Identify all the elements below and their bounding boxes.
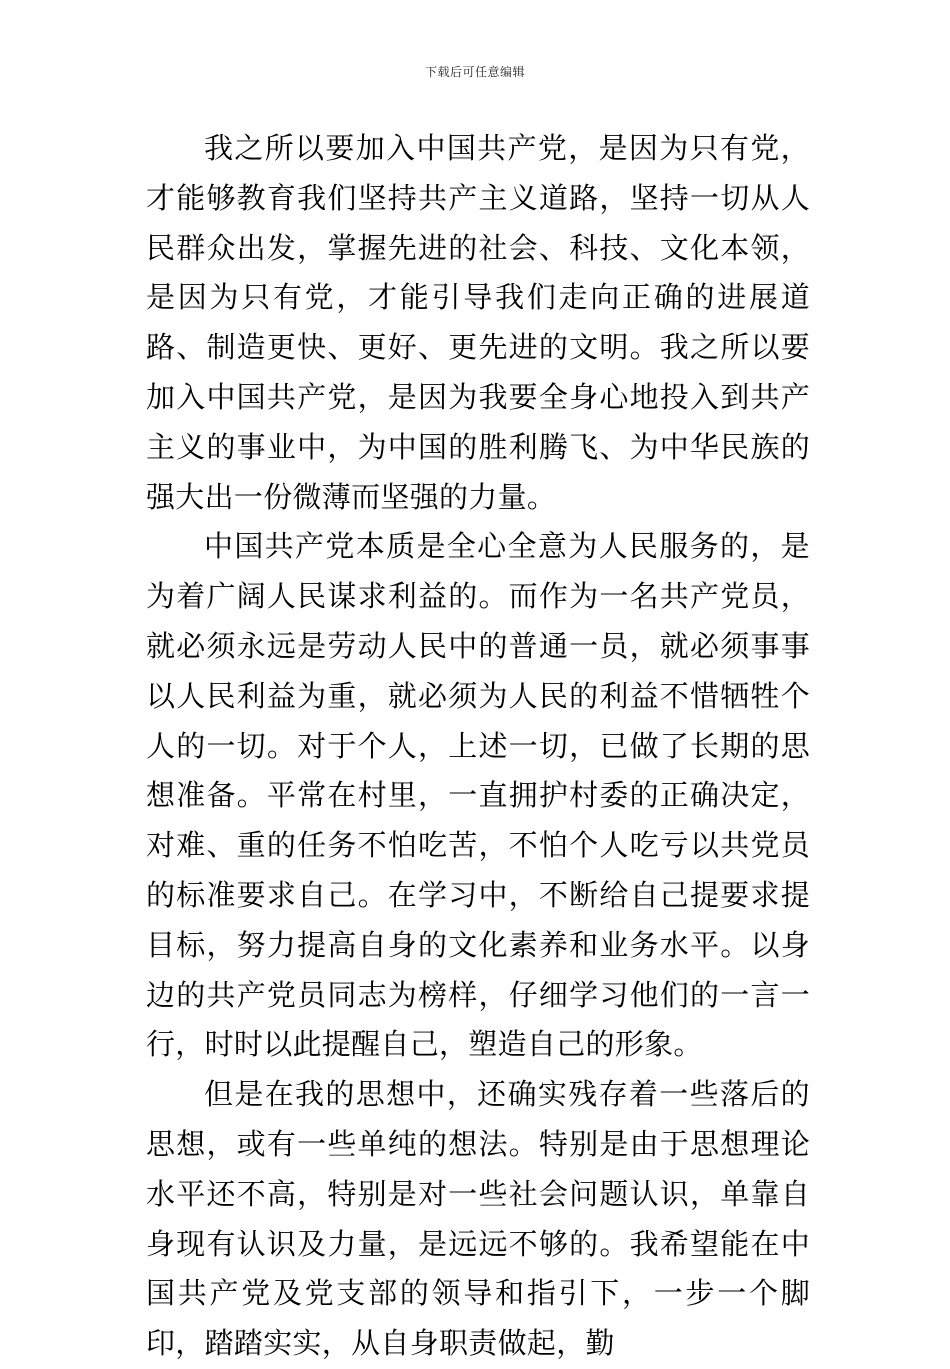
page-header: 下载后可任意编辑 [424, 65, 525, 79]
paragraph-3: 但是在我的思想中，还确实残存着一些落后的思想，或有一些单纯的想法。特别是由于思想理论水平还不高，特别是对一些社会问题认识，单靠自身现有认识及力量，是远远不够的。我希望能在中国共产党及党支部的领导和指引下，一步一个脚印，踏踏实实，从自身职责做起，勤 [146, 1077, 810, 1361]
paragraph-1: 我之所以要加入中国共产党，是因为只有党，才能够教育我们坚持共产主义道路，坚持一切从人民群众出发，掌握先进的社会、科技、文化本领，是因为只有党，才能引导我们走向正确的进展道路、制造更快、更好、更先进的文明。我之所以要加入中国共产党，是因为我要全身心地投入到共产主义的事业中，为中国的胜利腾飞、为中华民族的强大出一份微薄而坚强的力量。 [146, 131, 810, 514]
paragraph-2: 中国共产党本质是全心全意为人民服务的，是为着广阔人民谋求利益的。而作为一名共产党员，就必须永远是劳动人民中的普通一员，就必须事事以人民利益为重，就必须为人民的利益不惜牺牲个人的一切。对于个人，上述一切，已做了长期的思想准备。平常在村里，一直拥护村委的正确决定，对难、重的任务不怕吃苦，不怕个人吃亏以共党员的标准要求自己。在学习中，不断给自己提要求提目标，努力提高自身的文化素养和业务水平。以身边的共产党员同志为榜样，仔细学习他们的一言一行，时时以此提醒自己，塑造自己的形象。 [146, 529, 810, 1062]
document-body [146, 124, 810, 1369]
